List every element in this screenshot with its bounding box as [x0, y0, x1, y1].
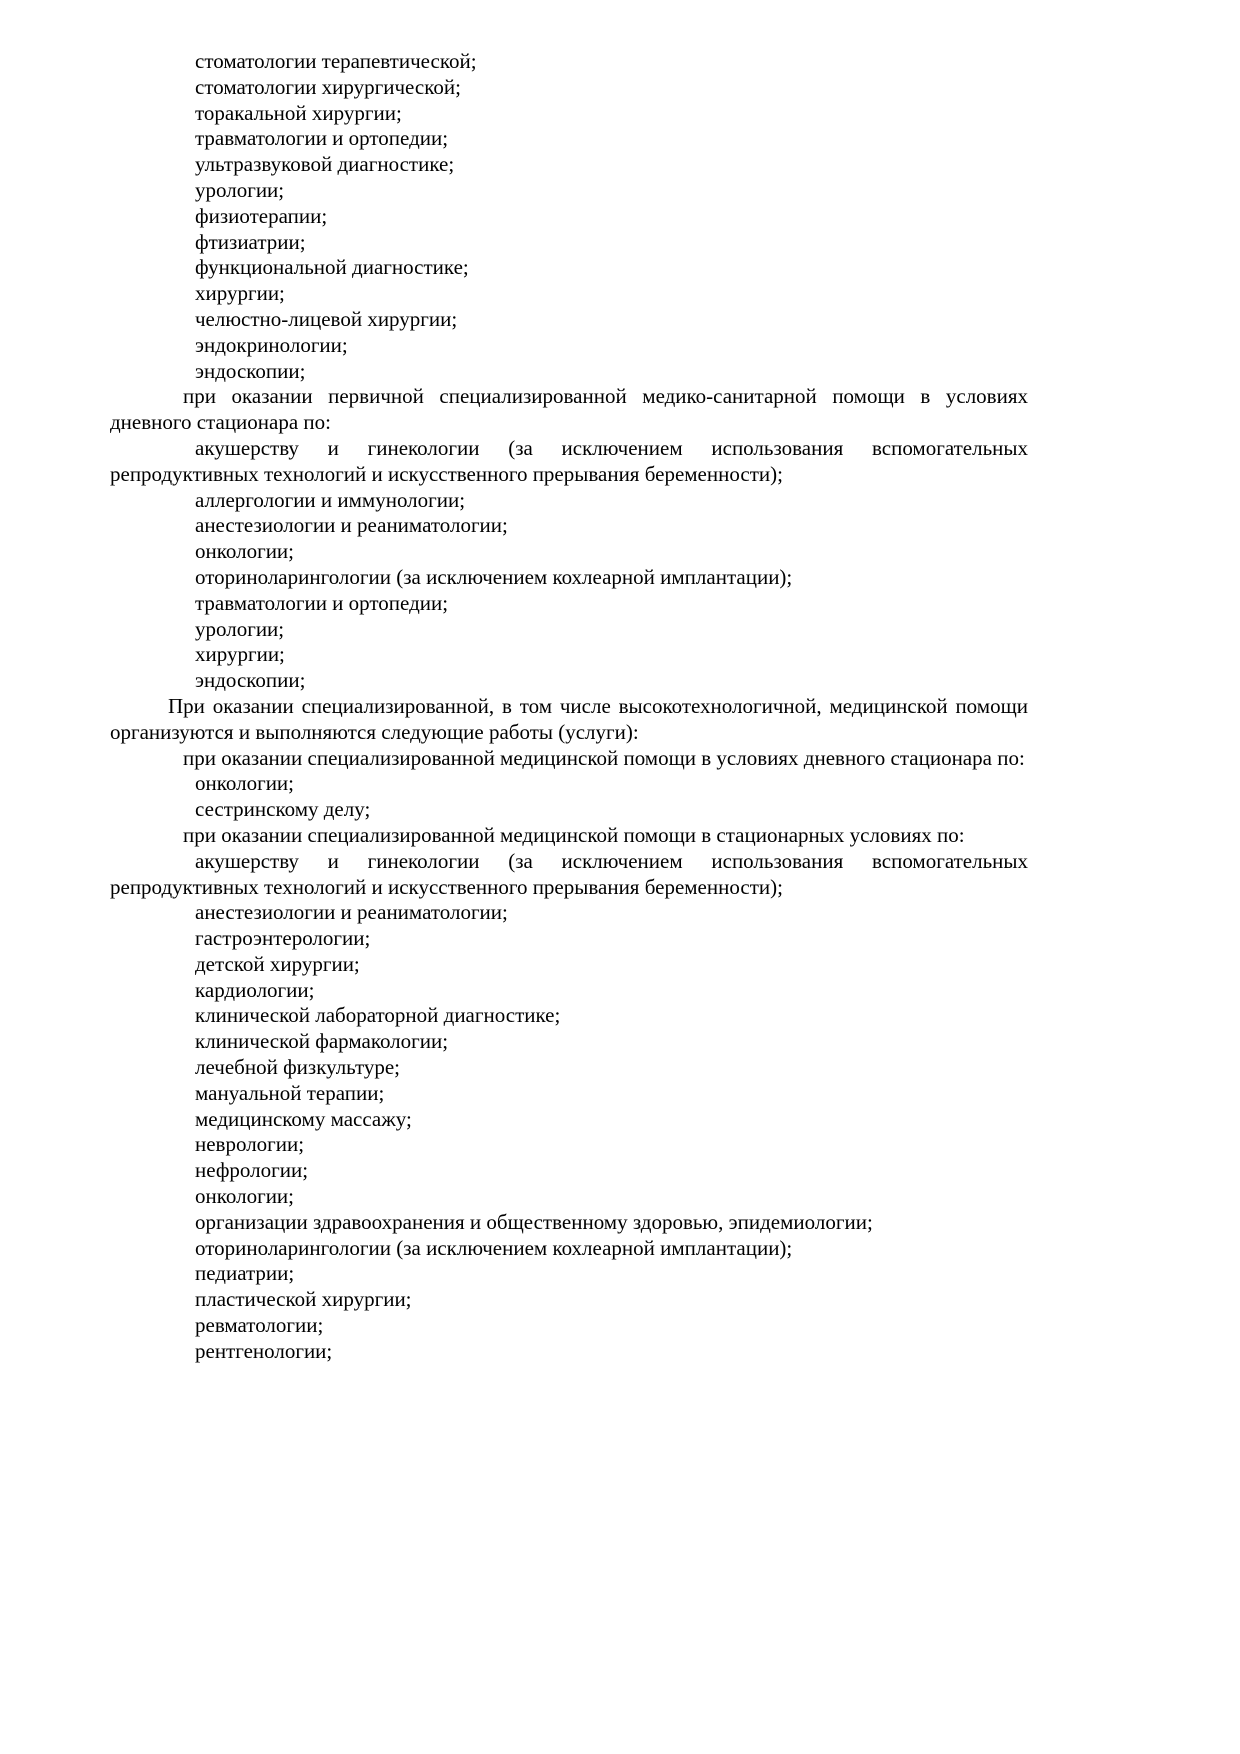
service-list-item: педиатрии;	[195, 1261, 295, 1286]
service-list-item: эндокринологии;	[195, 332, 348, 357]
service-list-item: мануальной терапии;	[195, 1080, 385, 1105]
service-list-item: онкологии;	[195, 1184, 295, 1209]
service-list-item: урологии;	[195, 177, 285, 202]
service-list-item: акушерству и гинекологии (за исключением использования вспомогательных репродуктивных технологий и искусственного прерывания беременности);	[110, 848, 1028, 899]
service-list-item: кардиологии;	[195, 977, 315, 1002]
service-list-item: урологии;	[195, 616, 285, 641]
service-list-item: клинической фармакологии;	[195, 1029, 449, 1054]
paragraph: при оказании специализированной медицинской помощи в стационарных условиях по:	[183, 822, 965, 847]
paragraph: При оказании специализированной, в том числе высокотехнологичной, медицинской помощи организуются и выполняются следующие работы (услуги):	[110, 693, 1028, 744]
service-list-item: хирургии;	[195, 281, 285, 306]
service-list-item: фтизиатрии;	[195, 229, 306, 254]
service-list-item: лечебной физкультуре;	[195, 1055, 401, 1080]
service-list-item: эндоскопии;	[195, 668, 306, 693]
service-list-item: сестринскому делу;	[195, 797, 371, 822]
service-list-item: анестезиологии и реаниматологии;	[195, 900, 508, 925]
service-list-item: оториноларингологии (за исключением кохлеарной имплантации);	[195, 564, 793, 589]
service-list-item: рентгенологии;	[195, 1338, 333, 1363]
service-list-item: медицинскому массажу;	[195, 1106, 412, 1131]
service-list-item: хирургии;	[195, 642, 285, 667]
paragraph: при оказании специализированной медицинской помощи в условиях дневного стационара по:	[183, 745, 1025, 770]
service-list-item: травматологии и ортопедии;	[195, 590, 449, 615]
service-list-item: анестезиологии и реаниматологии;	[195, 513, 508, 538]
service-list-item: ультразвуковой диагностике;	[195, 152, 455, 177]
service-list-item: эндоскопии;	[195, 358, 306, 383]
service-list-item: клинической лабораторной диагностике;	[195, 1003, 561, 1028]
document-content	[110, 49, 1028, 1365]
service-list-item: челюстно-лицевой хирургии;	[195, 306, 458, 331]
service-list-item: физиотерапии;	[195, 203, 328, 228]
service-list-item: нефрологии;	[195, 1158, 309, 1183]
service-list-item: стоматологии терапевтической;	[195, 49, 477, 73]
service-list-item: гастроэнтерологии;	[195, 926, 371, 951]
service-list-item: неврологии;	[195, 1132, 305, 1157]
paragraph: при оказании первичной специализированной медико-санитарной помощи в условиях дневного стационара по:	[110, 384, 1028, 435]
service-list-item: онкологии;	[195, 771, 295, 796]
service-list-item: оториноларингологии (за исключением кохлеарной имплантации);	[195, 1235, 793, 1260]
service-list-item: организации здравоохранения и общественному здоровью, эпидемиологии;	[195, 1209, 873, 1234]
service-list-item: акушерству и гинекологии (за исключением использования вспомогательных репродуктивных технологий и искусственного прерывания беременности);	[110, 435, 1028, 486]
service-list-item: ревматологии;	[195, 1313, 324, 1338]
service-list-item: детской хирургии;	[195, 951, 360, 976]
service-list-item: пластической хирургии;	[195, 1287, 412, 1312]
service-list-item: травматологии и ортопедии;	[195, 126, 449, 151]
service-list-item: стоматологии хирургической;	[195, 74, 461, 99]
service-list-item: онкологии;	[195, 539, 295, 564]
service-list-item: аллергологии и иммунологии;	[195, 487, 466, 512]
service-list-item: функциональной диагностике;	[195, 255, 469, 280]
service-list-item: торакальной хирургии;	[195, 100, 402, 125]
